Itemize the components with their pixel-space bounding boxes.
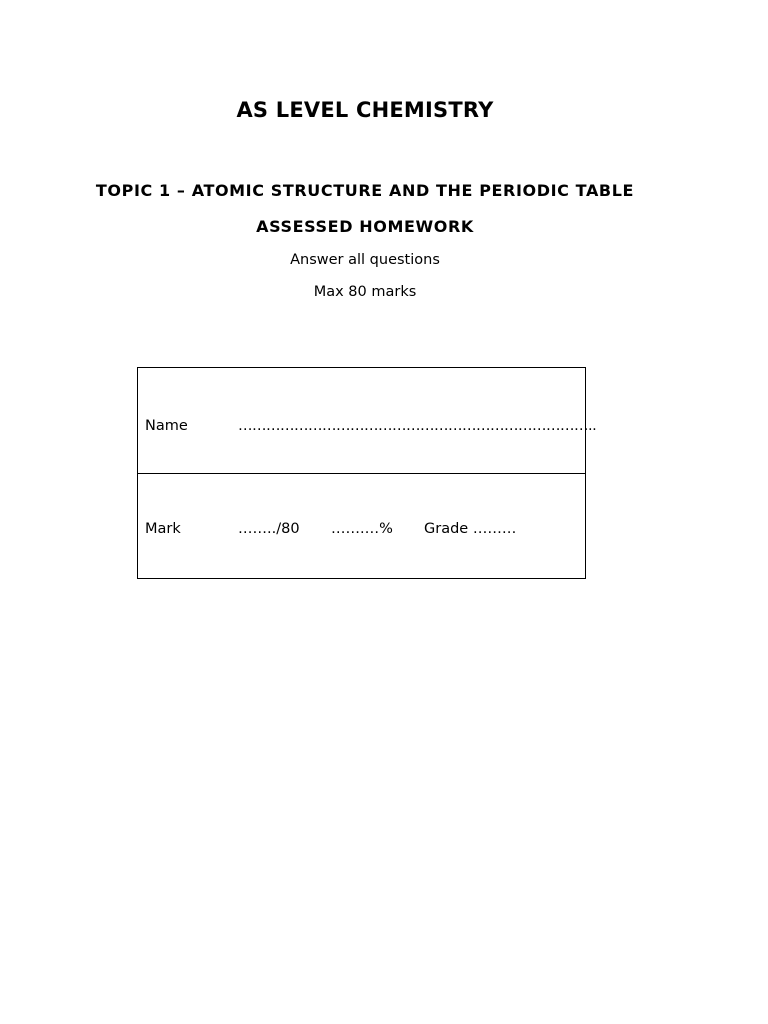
instruction-text: Answer all questions	[290, 252, 440, 268]
mark-label: Mark	[145, 521, 181, 537]
percent-field[interactable]: …….…%	[331, 521, 393, 537]
name-row	[138, 368, 597, 474]
assessment-subtitle: ASSESSED HOMEWORK	[256, 217, 474, 236]
topic-heading: TOPIC 1 – ATOMIC STRUCTURE AND THE PERIODIC TABLE	[95, 181, 635, 200]
mark-row	[138, 473, 585, 578]
name-label: Name	[145, 418, 188, 434]
grade-field[interactable]: Grade ………	[424, 521, 517, 537]
student-details-box	[137, 367, 597, 579]
name-field[interactable]: …………………………………………………………………..	[238, 418, 597, 434]
mark-field[interactable]: ……../80	[238, 521, 300, 537]
max-marks-text: Max 80 marks	[313, 284, 417, 300]
document-title: AS LEVEL CHEMISTRY	[236, 98, 494, 122]
